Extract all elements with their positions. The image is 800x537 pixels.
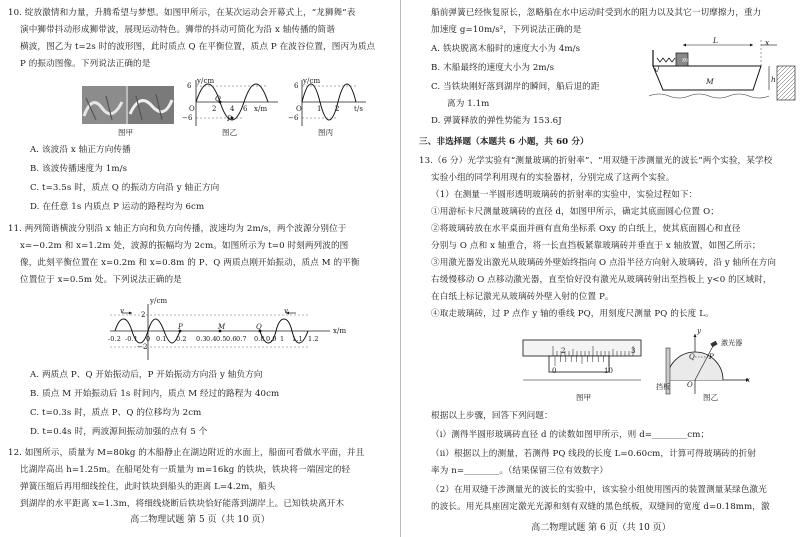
- two-wave-y-label: y/cm: [150, 297, 168, 305]
- q12-option-a: A. 铁块脱离木船时的速度大小为 4m/s: [431, 44, 581, 54]
- tick-label: 0: [146, 335, 151, 343]
- wave-origin: O: [189, 105, 195, 113]
- q12-cont-line-1: 船前弹簧已经恢复原长，忽略船在水中运动时受到水的阻力以及其它一切摩擦力，重力: [431, 8, 762, 18]
- q11-line-2: x=−0.2m 和 x=1.2m 处，波源的振幅均为 2cm。如图所示为 t=0 时刻两列波的图: [20, 241, 349, 251]
- caliper-main-2: 2: [561, 347, 566, 355]
- q10-line-3: 横波，图乙为 t=2s 时的波形图，此时质点 Q 在平衡位置，质点 P 在波谷位置，图丙为质点: [20, 42, 376, 52]
- q11-line-4: 位置位于 x=0.5m 处。下列说法正确的是: [20, 275, 182, 285]
- vib-tick-2: 2: [335, 105, 340, 113]
- q13-line-4: ①用游标卡尺测量玻璃砖的直径 d，如图甲所示，确定其底面圆心位置 O；: [431, 207, 719, 217]
- fig2-y-label: y: [697, 327, 702, 335]
- wave-tick-2: 2: [212, 105, 217, 113]
- v-left-label: v: [120, 307, 125, 315]
- vib-y-label: y/cm: [303, 77, 321, 85]
- tick-label: 0.9: [266, 335, 277, 343]
- after-line-5: （2）在用双缝干涉测量光的波长的实验中，该实验小组使用图丙的装置测量某绿色激光: [431, 485, 767, 495]
- q11-option-a: A. 两质点 P、Q 开始振动后，P 开始振动方向沿 y 轴负方向: [30, 370, 263, 380]
- q13-line-3: （1）在测量一半圆形透明玻璃砖的折射率的实验中，实验过程如下：: [431, 190, 698, 200]
- boat-label-h: h: [771, 75, 776, 84]
- q12-line-1: 12. 如图所示，质量为 M=80kg 的木船静止在湖边附近的水面上，船面可看做水平面，并且: [8, 448, 365, 458]
- wave-point-q: Q: [215, 95, 221, 103]
- two-wave-point-p: P: [178, 323, 183, 331]
- q10-line-1: 10. 绽放激情和力量，升腾希望与梦想。如图甲所示，在某次运动会开幕式上，“龙狮舞”表: [8, 8, 356, 18]
- q10-option-d: D. 在任意 1s 内质点 P 运动的路程均为 6cm: [30, 202, 205, 212]
- fig-yi-caption-right: 图乙: [703, 393, 719, 402]
- q12-line-2: 比湖岸高出 h=1.25m。在船尾处有一质量为 m=16kg 的铁块，铁块将一端固定的轻: [20, 465, 351, 475]
- tick-label: 0.1: [156, 335, 167, 343]
- fig-yi-caption: 图乙: [222, 128, 238, 137]
- q13-line-2: 实验小组的同学利用现有的实验器材，分别完成了这两个实验。: [431, 173, 675, 183]
- vib-origin: O: [296, 105, 302, 113]
- wave-y-bottom: −6: [182, 114, 193, 122]
- two-wave-y-top: 2: [141, 311, 146, 319]
- section-heading: 三、非选择题（本题共 6 小题，共 60 分）: [419, 137, 589, 147]
- tick-label: 1.2: [308, 335, 319, 343]
- q12-option-c-cont: 离为 1.1m: [447, 99, 490, 109]
- left-page-footer: 高二物理试题 第 5 页（共 10 页）: [130, 515, 270, 525]
- right-page: [400, 0, 800, 537]
- q11-line-1: 11. 两列简谐横波分别沿 x 轴正方向和负方向传播，波速均为 2m/s，两个波源分别位于: [8, 224, 347, 234]
- tick-label: 0.5: [216, 335, 227, 343]
- q13-line-6: 分别与 O 点和 x 轴重合，将一长直挡板紧靠玻璃砖并垂直于 x 轴放置，如图乙所示；: [431, 241, 761, 251]
- vib-y-top: 6: [294, 82, 299, 90]
- tick-label: -0.1: [125, 335, 138, 343]
- fig2-laser-label: 激光器: [721, 339, 743, 347]
- wave-y-top: 6: [187, 82, 192, 90]
- tick-label: 1.1: [292, 335, 303, 343]
- q13-line-5: ②将玻璃砖放在水平桌面并画有直角坐标系 Oxy 的白纸上，使其底面圆心和直径: [431, 224, 741, 234]
- tick-label: -0.2: [108, 335, 121, 343]
- q11-option-c: C. t=0.3s 时，质点 P、Q 的位移均为 2cm: [30, 408, 202, 418]
- wave-tick-6: 6: [243, 105, 248, 113]
- vib-x-label: t/s: [354, 105, 364, 113]
- dragon-dance-photo: [82, 86, 174, 124]
- tick-label: 0.4: [206, 335, 217, 343]
- fig2-x-label: x: [746, 376, 751, 384]
- fig-jia-caption-right: 图甲: [576, 393, 592, 402]
- two-wave-y-bottom: −2: [137, 343, 148, 351]
- two-wave-point-q: Q: [256, 323, 262, 331]
- wave-x-label: x/m: [254, 105, 268, 113]
- boat-figure: [649, 36, 795, 110]
- wave-tick-4: 4: [230, 105, 235, 113]
- q10-option-a: A. 该波沿 x 轴正方向传播: [30, 145, 131, 155]
- fig-jia-caption: 图甲: [118, 128, 134, 137]
- wave-point-p: P: [227, 115, 232, 123]
- after-line-2: （ⅰ）测得半圆形玻璃砖直径 d 的读数如图甲所示，则 d=________cm；: [431, 430, 710, 440]
- two-wave-point-m: M: [218, 323, 226, 331]
- q13-line-7: ③用激光器发出激光从玻璃砖外壁始终指向 O 点沿半径方向射入玻璃砖，沿 y 轴所在方向: [431, 258, 777, 268]
- q12-cont-line-2: 加速度 g=10m/s²，下列说法正确的是: [431, 25, 582, 35]
- caliper-vernier-0: 0: [552, 367, 557, 375]
- v-right-label: v: [284, 307, 289, 315]
- fig2-board-label: 挡板: [656, 383, 671, 391]
- tick-label: 0.8: [254, 335, 265, 343]
- boat-label-x: x: [765, 38, 770, 47]
- after-line-3: （ⅱ）根据以上的测量，若测得 PQ 线段的长度 L=0.60cm，计算可得玻璃砖的折射: [431, 449, 757, 459]
- q12-option-c: C. 当铁块刚好落到湖岸的瞬间，船后退的距: [431, 82, 600, 92]
- vib-y-bottom: −6: [288, 114, 299, 122]
- after-line-4: 率为 n=________。（结果保留三位有效数字）: [431, 466, 609, 476]
- q13-line-1: 13.（6 分）光学实验有“测量玻璃的折射率”、“用双缝干涉测量光的波长”两个实验，某学校: [419, 156, 773, 166]
- q10-line-2: 演中狮带抖动形成狮带波，展现运动特色。狮带的抖动可简化为沿 x 轴传播的简谐: [20, 25, 335, 35]
- q13-line-9: 在白纸上标记激光从玻璃砖外壁入射的位置 P。: [431, 292, 614, 302]
- fig2-origin: O: [687, 381, 693, 389]
- q10-option-b: B. 该波传播速度为 1m/s: [30, 164, 128, 174]
- q11-line-3: 像，此刻平衡位置在 x=0.2m 和 x=0.8m 的 P、Q 两质点刚开始振动，质点 M 的平衡: [20, 258, 360, 268]
- right-page-footer: 高二物理试题 第 6 页（共 10 页）: [531, 523, 671, 533]
- q12-line-3: 弹簧压缩后再用细线拴住，此时铁块到船头的距离 L=4.2m，船头: [20, 482, 276, 492]
- tick-label: 0.6: [226, 335, 237, 343]
- q11-option-b: B. 质点 M 开始振动后 1s 时间内，质点 M 经过的路程为 40cm: [30, 389, 280, 399]
- vib-tick-1: 1: [317, 105, 322, 113]
- boat-label-big-m: M: [706, 77, 714, 86]
- q12-option-b: B. 木船最终的速度大小为 2m/s: [431, 63, 555, 73]
- fig-bing-caption: 图丙: [318, 128, 334, 137]
- after-line-6: 的波长。用光具座固定激光光源和刻有双缝的黑色纸板，双缝间的宽度 d=0.18mm，激: [431, 502, 770, 512]
- tick-label: 0.3: [196, 335, 207, 343]
- tick-label: 0.2: [176, 335, 187, 343]
- two-wave-x-label: x/m: [333, 327, 347, 335]
- q12-option-d: D. 弹簧释放的弹性势能为 153.6J: [431, 116, 562, 126]
- q13-line-10: ④取走玻璃砖，过 P 点作 y 轴的垂线 PQ，用刻度尺测量 PQ 的长度 L。: [431, 309, 714, 319]
- vernier-caliper-figure: [523, 340, 643, 390]
- q13-line-8: 右缓慢移动 O 点移动激光器，直至恰好没有激光从玻璃砖射出至挡板上 y<0 的区域时，: [431, 275, 772, 285]
- caliper-main-3: 3: [631, 347, 636, 355]
- q11-option-d: D. t=0.4s 时，两波源间振动加强的点有 5 个: [30, 427, 208, 437]
- q10-option-c: C. t=3.5s 时，质点 Q 的振动方向沿 y 轴正方向: [30, 183, 220, 193]
- wave-y-label: y/cm: [197, 77, 215, 85]
- boat-label-l: L: [713, 36, 719, 45]
- caliper-vernier-10: 10: [604, 367, 614, 375]
- q10-line-4: P 的振动图像。下列说法正确的是: [20, 59, 151, 69]
- fig2-point-q: Q: [689, 353, 695, 361]
- fig2-point-p: P: [709, 353, 714, 361]
- after-line-1: 根据以上步骤，回答下列问题：: [431, 411, 553, 421]
- boat-label-m: m: [682, 56, 689, 64]
- tick-label: 0.7: [236, 335, 247, 343]
- tick-label: 1: [280, 335, 285, 343]
- q12-line-4: 到湖岸的水平距离 x=1.3m，将细线烧断后铁块恰好能落到湖岸上。已知铁块离开木: [20, 499, 345, 509]
